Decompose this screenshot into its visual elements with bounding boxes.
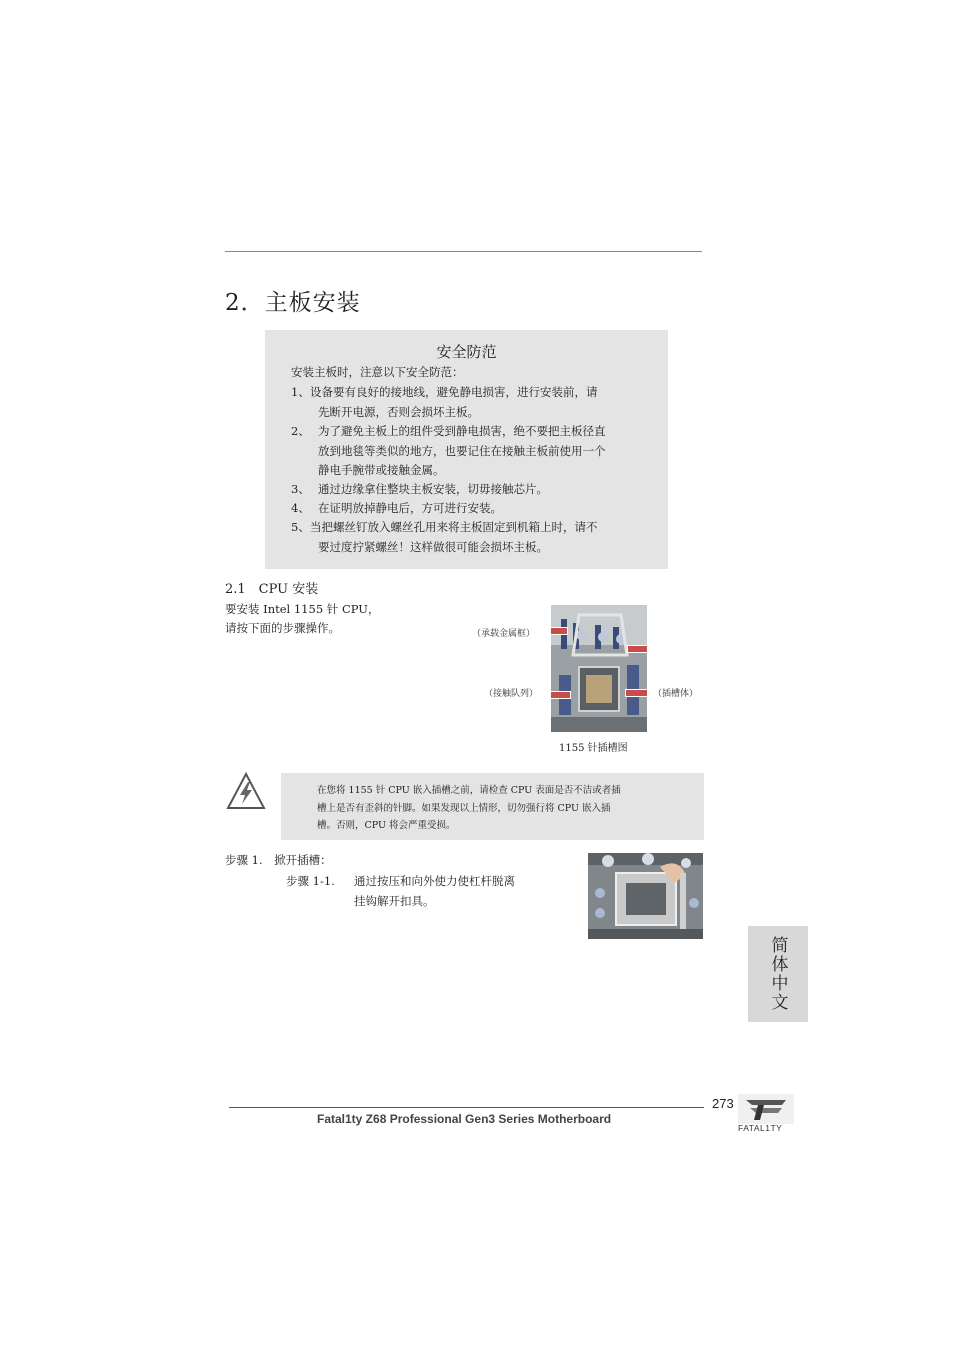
safety-intro: 安装主板时，注意以下安全防范： bbox=[291, 365, 464, 379]
safety-title: 安全防范 bbox=[436, 343, 497, 361]
socket-body-marker bbox=[625, 689, 647, 697]
footer-divider bbox=[229, 1107, 704, 1108]
load-plate-label: （承载金属框） bbox=[472, 629, 536, 639]
logo-text: FATAL1TY bbox=[738, 1123, 783, 1133]
contact-array-marker bbox=[551, 691, 571, 699]
lever-photo bbox=[588, 853, 703, 939]
top-divider bbox=[225, 251, 702, 252]
warning-text bbox=[317, 782, 621, 835]
section-title: 2．主板安装 bbox=[225, 290, 361, 316]
socket-photo bbox=[551, 605, 647, 732]
fatal1ty-logo-icon bbox=[738, 1094, 794, 1124]
cpu-intro-line-2: 请按下面的步骤操作。 bbox=[225, 621, 340, 635]
lever-photo-graphic bbox=[588, 853, 703, 939]
cpu-install-heading: 2.1 CPU 安装 bbox=[225, 582, 319, 597]
step-1: 步骤 1. 掀开插槽： bbox=[225, 853, 332, 867]
language-tab-label: 简体中文 bbox=[767, 936, 788, 1012]
warning-line-1: 在您将 1155 针 CPU 嵌入插槽之前，请检查 CPU 表面是否不洁或者插 bbox=[317, 785, 621, 796]
warning-line-3: 槽。否则，CPU 将会严重受损。 bbox=[317, 820, 456, 831]
contact-array-label: （接触队列） bbox=[484, 689, 539, 699]
page-number: 273 bbox=[712, 1096, 734, 1111]
cpu-intro bbox=[225, 600, 379, 638]
step-1-1-line-1: 通过按压和向外使力使杠杆脱离 bbox=[354, 874, 515, 888]
socket-body-label: （插槽体） bbox=[653, 689, 699, 699]
socket-photo-graphic bbox=[551, 605, 647, 732]
language-tab bbox=[748, 926, 808, 1022]
load-plate-marker bbox=[551, 627, 568, 635]
safety-box: 安全防范 安装主板时，注意以下安全防范： 1、 设备要有良好的接地线，避免静电损害，进行安装前，请 先断开电源，否则会损坏主板。 2、 为了避免主板上的组件受到静电损害，绝不要把主板径直 放到地毯等类似的地方，也要记住在接触主板前使用一个 静电手腕带或接触金属。 3、 通过边缘拿住整块主板安装，切毋接触芯片。 4、 在证明放掉静电后，方可进行安装。 5、 当把螺丝钉放入螺丝孔用来将主板固定到机箱上时，请不 要过度拧紧螺丝！这样做很可能会损坏主板。 bbox=[265, 330, 668, 569]
lever-marker bbox=[627, 645, 647, 653]
socket-caption: 1155 针插槽图 bbox=[559, 743, 628, 754]
warning-line-2: 槽上是否有歪斜的针脚。如果发现以上情形，切勿强行将 CPU 嵌入插 bbox=[317, 802, 611, 814]
fatal1ty-logo bbox=[738, 1094, 794, 1136]
step-1-1-line-2: 挂钩解开扣具。 bbox=[354, 893, 435, 908]
warning-icon bbox=[226, 771, 266, 811]
step-1-1-label: 步骤 1-1. bbox=[286, 874, 335, 888]
warning-box bbox=[281, 773, 704, 840]
cpu-intro-line-1: 要安装 Intel 1155 针 CPU， bbox=[225, 602, 380, 616]
footer-product: Fatal1ty Z68 Professional Gen3 Series Motherboard bbox=[317, 1112, 612, 1126]
